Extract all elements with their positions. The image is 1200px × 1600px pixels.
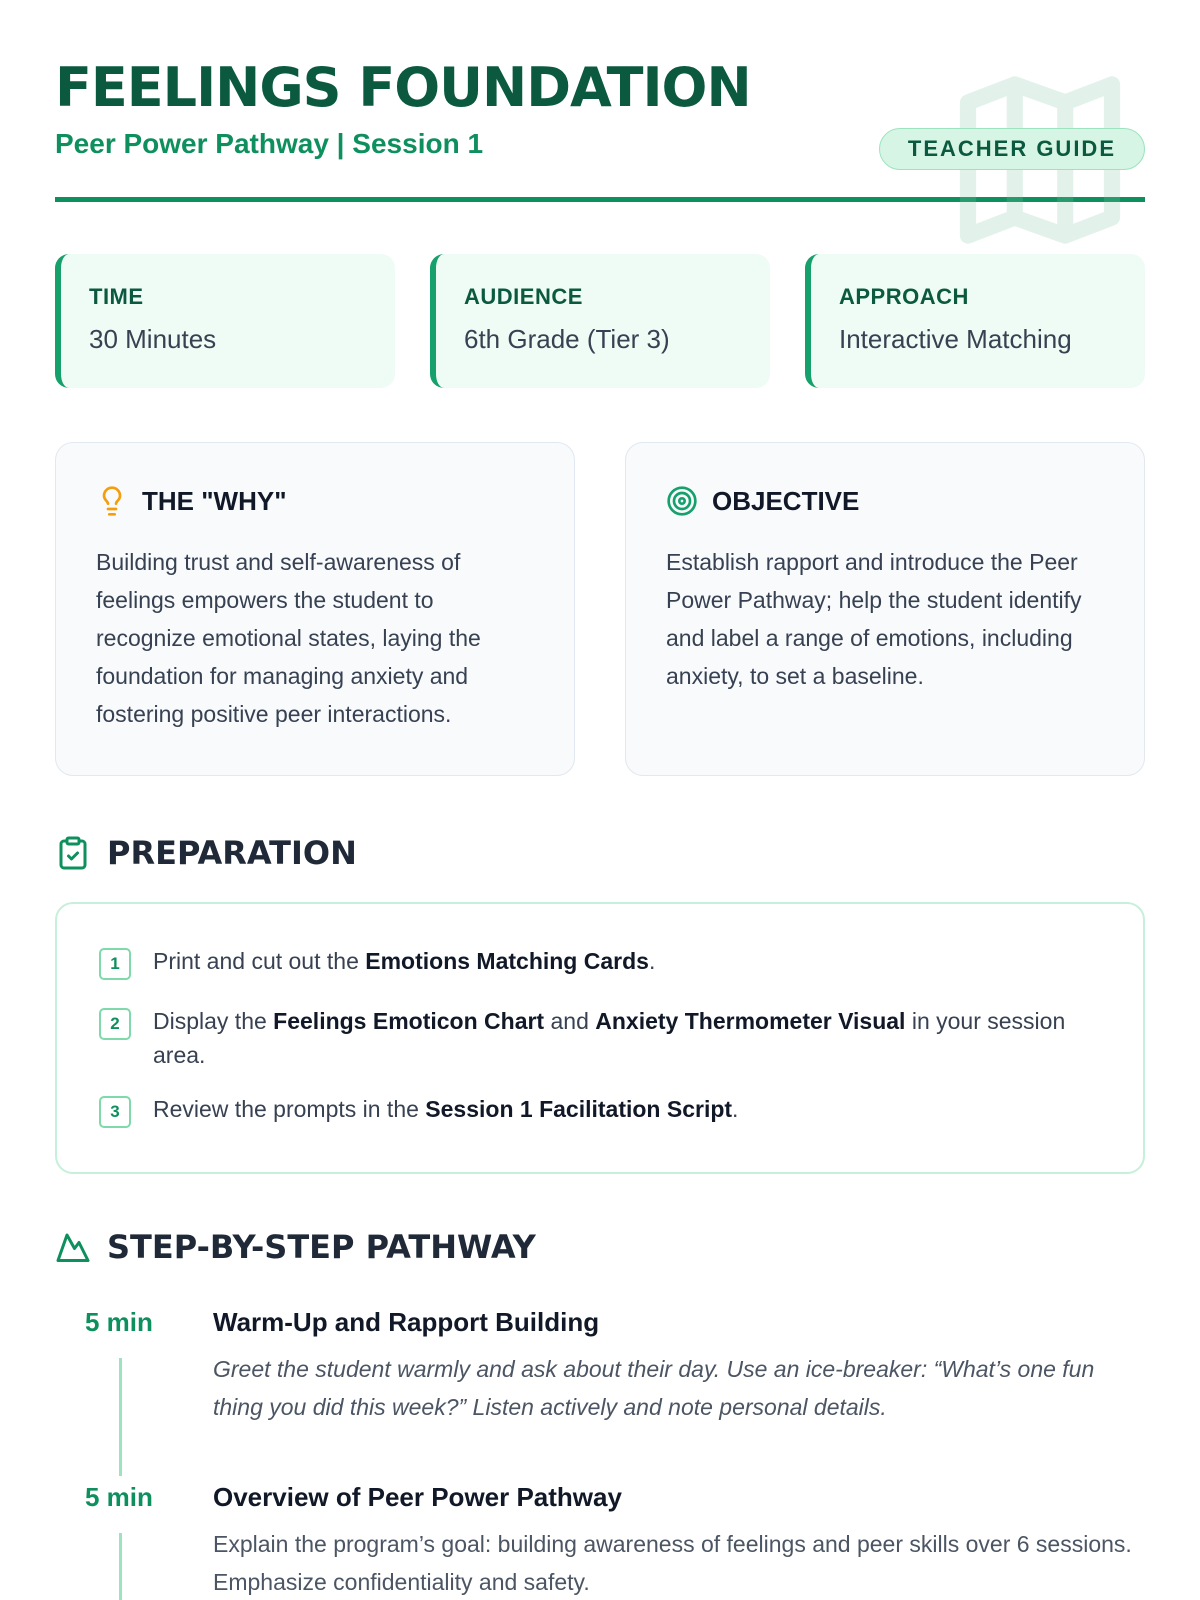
preparation-box	[55, 902, 1145, 1174]
target-icon	[666, 485, 698, 517]
lightbulb-icon	[96, 485, 128, 517]
timeline-connector	[119, 1533, 122, 1600]
step-duration: 5 min	[85, 1307, 153, 1337]
preparation-title: PREPARATION	[107, 834, 357, 872]
why-body: Building trust and self-awareness of feelings empowers the student to recognize emotional states, laying the foundation for managing anxiety and fostering positive peer interactions.	[96, 549, 481, 727]
info-card-time	[55, 254, 395, 388]
preparation-heading	[55, 834, 1145, 872]
prep-item-text: Display the Feelings Emoticon Chart and Anxiety Thermometer Visual in your session area.	[153, 1008, 1066, 1068]
prep-item	[99, 1092, 1103, 1128]
info-card-audience	[430, 254, 770, 388]
pathway-title: STEP-BY-STEP PATHWAY	[107, 1228, 536, 1266]
prep-item-number: 1	[99, 948, 131, 980]
info-card-value: 30 Minutes	[89, 324, 217, 354]
step-description: Explain the program’s goal: building awareness of feelings and peer skills over 6 sessions. Emphasize confidentiality and safety.	[213, 1531, 1132, 1595]
timeline-step	[55, 1481, 1145, 1600]
why-title: THE "WHY"	[142, 485, 287, 516]
clipboard-check-icon	[55, 834, 91, 872]
timeline-connector	[119, 1358, 122, 1476]
info-cards	[55, 254, 1145, 388]
teacher-guide-badge: TEACHER GUIDE	[879, 128, 1145, 170]
objective-title: OBJECTIVE	[712, 485, 860, 516]
step-title: Overview of Peer Power Pathway	[213, 1482, 622, 1512]
prep-item-text: Print and cut out the Emotions Matching Cards.	[153, 948, 656, 974]
info-card-approach	[805, 254, 1145, 388]
prep-item-number: 2	[99, 1008, 131, 1040]
header	[55, 0, 1145, 202]
info-card-value: Interactive Matching	[839, 324, 1072, 354]
info-card-value: 6th Grade (Tier 3)	[464, 324, 670, 354]
step-content	[213, 1306, 1145, 1481]
pathway-heading	[55, 1228, 1145, 1266]
objective-header	[666, 485, 1108, 517]
why-header	[96, 485, 538, 517]
page-subtitle: Peer Power Pathway | Session 1	[55, 128, 484, 159]
step-content	[213, 1481, 1145, 1600]
prep-item	[99, 944, 1103, 980]
prep-item-text: Review the prompts in the Session 1 Facilitation Script.	[153, 1096, 739, 1122]
info-card-label: APPROACH	[839, 284, 969, 309]
timeline-step	[55, 1306, 1145, 1481]
why-objective-row	[55, 442, 1145, 776]
step-title: Warm-Up and Rapport Building	[213, 1307, 600, 1337]
objective-body: Establish rapport and introduce the Peer Power Pathway; help the student identify and label a range of emotions, including anxiety, to set a baseline.	[666, 549, 1082, 689]
why-panel	[55, 442, 575, 776]
mountain-icon	[55, 1228, 91, 1266]
info-card-label: TIME	[89, 284, 144, 309]
page-title: FEELINGS FOUNDATION	[55, 56, 751, 119]
info-card-label: AUDIENCE	[464, 284, 583, 309]
step-description: Greet the student warmly and ask about their day. Use an ice-breaker: “What’s one fun thing you did this week?” Listen actively and note personal details.	[213, 1356, 1095, 1420]
step-duration: 5 min	[85, 1482, 153, 1512]
pathway-timeline	[55, 1306, 1145, 1600]
prep-item	[99, 1004, 1103, 1072]
objective-panel	[625, 442, 1145, 776]
prep-item-number: 3	[99, 1096, 131, 1128]
